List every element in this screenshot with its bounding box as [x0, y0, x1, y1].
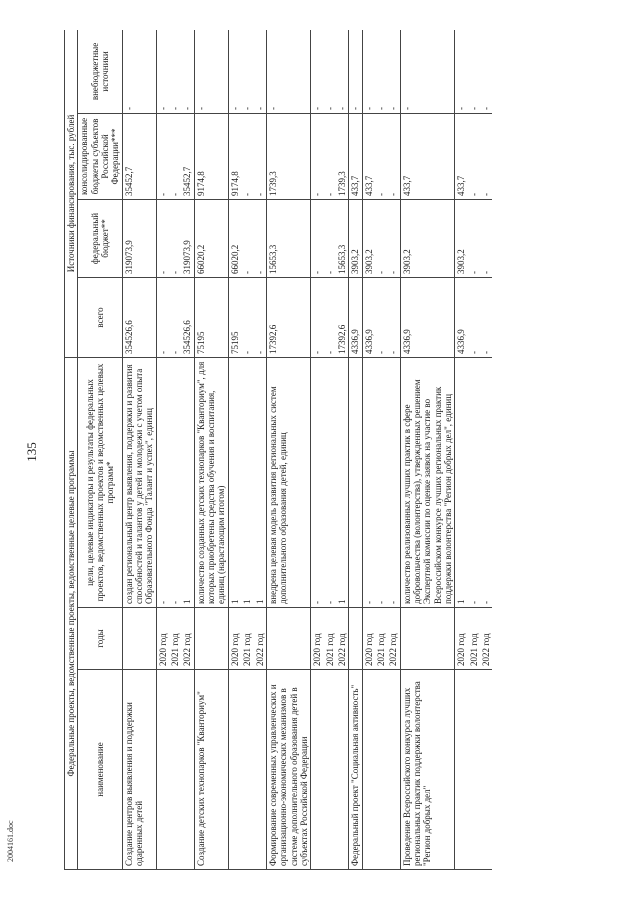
row-name-cell	[169, 670, 181, 870]
row-year-cell	[122, 608, 156, 670]
table-row	[241, 30, 253, 870]
row-offbudget-cell: -	[336, 30, 349, 113]
table-row	[169, 30, 181, 870]
row-federal-cell: 15653,3	[336, 199, 349, 277]
row-goal-cell: 1	[254, 357, 267, 607]
header-name: наименование	[78, 670, 122, 870]
table-row	[468, 30, 480, 870]
row-total-cell: 4336,9	[400, 277, 455, 357]
row-federal-cell: 15653,3	[266, 199, 310, 277]
row-year-cell: 2022 год	[336, 608, 349, 670]
table-row	[122, 30, 156, 870]
row-goal-cell	[349, 357, 362, 607]
row-goal-cell: -	[362, 357, 375, 607]
row-year-cell	[400, 608, 455, 670]
row-year-cell: 2020 год	[156, 608, 169, 670]
page-number: 135	[24, 442, 39, 462]
row-offbudget-cell: -	[254, 30, 267, 113]
row-regional-cell: 1739,3	[336, 113, 349, 199]
row-year-cell: 2022 год	[387, 608, 400, 670]
row-name-cell	[362, 670, 375, 870]
row-year-cell: 2020 год	[362, 608, 375, 670]
row-regional-cell: -	[375, 113, 387, 199]
table-row	[181, 30, 194, 870]
header-finance-group: Источники финансирования, тыс. рублей	[65, 30, 78, 357]
row-federal-cell: 3903,2	[455, 199, 468, 277]
row-regional-cell: -	[468, 113, 480, 199]
header-goals: цели, целевые индикаторы и результаты федеральных проектов, ведомственных проектов и ведомственных целевых программ*	[78, 357, 122, 607]
row-total-cell: -	[468, 277, 480, 357]
row-name-cell	[324, 670, 336, 870]
row-federal-cell: -	[241, 199, 253, 277]
table-row	[266, 30, 310, 870]
row-regional-cell: 35452,7	[181, 113, 194, 199]
row-federal-cell: 319073,9	[181, 199, 194, 277]
row-regional-cell: -	[387, 113, 400, 199]
row-name-cell: Федеральный проект "Социальная активность"	[349, 670, 362, 870]
row-goal-cell: -	[169, 357, 181, 607]
row-name-cell: Формирование современных управленческих и организационно-экономических механизмов в системе дополнительного образования детей в субъектах Российской Федерации	[266, 670, 310, 870]
row-year-cell: 2020 год	[228, 608, 241, 670]
row-name-cell	[181, 670, 194, 870]
row-total-cell: 354526,6	[122, 277, 156, 357]
row-goal-cell: -	[156, 357, 169, 607]
row-regional-cell: -	[311, 113, 324, 199]
row-name-cell	[387, 670, 400, 870]
row-total-cell: -	[375, 277, 387, 357]
row-goal-cell: количество созданных детских технопарков "Кванториум", для которых приобретены средства обучения и воспитания, единиц (нарастающим итогом)	[194, 357, 228, 607]
row-total-cell: 75195	[228, 277, 241, 357]
table-row	[455, 30, 468, 870]
header-offbudget: внебюджетные источники	[78, 30, 122, 113]
row-total-cell: -	[311, 277, 324, 357]
row-offbudget-cell: -	[455, 30, 468, 113]
row-offbudget-cell: -	[375, 30, 387, 113]
row-name-cell	[336, 670, 349, 870]
row-offbudget-cell: -	[228, 30, 241, 113]
table-row	[194, 30, 228, 870]
row-goal-cell: создан региональный центр выявления, поддержки и развития способностей и талантов у детей и молодежи с учетом опыта Образовательного Фонда "Талант и успех", единиц	[122, 357, 156, 607]
row-total-cell: -	[241, 277, 253, 357]
row-regional-cell: -	[241, 113, 253, 199]
header-years: годы	[78, 608, 122, 670]
row-year-cell: 2021 год	[324, 608, 336, 670]
row-year-cell	[266, 608, 310, 670]
row-name-cell	[228, 670, 241, 870]
row-offbudget-cell: -	[387, 30, 400, 113]
row-total-cell: -	[324, 277, 336, 357]
row-federal-cell: -	[480, 199, 492, 277]
row-year-cell: 2022 год	[181, 608, 194, 670]
row-total-cell: 4336,9	[349, 277, 362, 357]
row-goal-cell: 1	[241, 357, 253, 607]
row-name-cell: Создание центров выявления и поддержки одаренных детей	[122, 670, 156, 870]
header-regional: консолидированные бюджеты субъектов Российской Федерации***	[78, 113, 122, 199]
row-regional-cell: 9174,8	[228, 113, 241, 199]
row-year-cell: 2021 год	[169, 608, 181, 670]
row-regional-cell: -	[324, 113, 336, 199]
row-total-cell: -	[156, 277, 169, 357]
row-federal-cell: -	[468, 199, 480, 277]
row-offbudget-cell: -	[122, 30, 156, 113]
row-goal-cell: -	[387, 357, 400, 607]
row-offbudget-cell: -	[181, 30, 194, 113]
row-total-cell: 4336,9	[455, 277, 468, 357]
row-offbudget-cell: -	[169, 30, 181, 113]
row-regional-cell: 9174,8	[194, 113, 228, 199]
row-federal-cell: -	[156, 199, 169, 277]
row-goal-cell: -	[480, 357, 492, 607]
row-name-cell	[311, 670, 324, 870]
row-total-cell: 4336,9	[362, 277, 375, 357]
row-regional-cell: 433,7	[362, 113, 375, 199]
row-name-cell	[156, 670, 169, 870]
row-offbudget-cell: -	[324, 30, 336, 113]
row-year-cell: 2020 год	[311, 608, 324, 670]
row-total-cell: 17392,6	[266, 277, 310, 357]
row-federal-cell: -	[254, 199, 267, 277]
row-name-cell	[468, 670, 480, 870]
row-regional-cell: -	[169, 113, 181, 199]
table-row	[480, 30, 492, 870]
row-year-cell: 2022 год	[480, 608, 492, 670]
table-row	[324, 30, 336, 870]
table-row	[254, 30, 267, 870]
row-federal-cell: 66020,2	[228, 199, 241, 277]
row-offbudget-cell: -	[400, 30, 455, 113]
row-year-cell	[349, 608, 362, 670]
row-goal-cell: -	[311, 357, 324, 607]
table-row	[228, 30, 241, 870]
row-year-cell: 2020 год	[455, 608, 468, 670]
table-row	[400, 30, 455, 870]
row-name-cell	[480, 670, 492, 870]
row-federal-cell: 3903,2	[400, 199, 455, 277]
row-federal-cell: -	[375, 199, 387, 277]
row-offbudget-cell: -	[468, 30, 480, 113]
table-row	[156, 30, 169, 870]
row-year-cell: 2021 год	[468, 608, 480, 670]
row-offbudget-cell: -	[266, 30, 310, 113]
table-row	[375, 30, 387, 870]
row-total-cell: 354526,6	[181, 277, 194, 357]
table-row	[362, 30, 375, 870]
row-goal-cell: -	[468, 357, 480, 607]
row-year-cell: 2021 год	[241, 608, 253, 670]
row-goal-cell: 1	[336, 357, 349, 607]
row-name-cell	[375, 670, 387, 870]
row-offbudget-cell: -	[194, 30, 228, 113]
rotated-table-area	[64, 30, 628, 870]
row-goal-cell: количество реализованных лучших практик в сфере добровольчества (волонтерства), утвержденных решением Экспертной комиссии по оценке заявок на участие во Всероссийском конкурсе лучших региональных практик поддержки волонтерства "Регион добрых дел", единиц	[400, 357, 455, 607]
row-federal-cell: 66020,2	[194, 199, 228, 277]
row-federal-cell: -	[311, 199, 324, 277]
row-total-cell: -	[480, 277, 492, 357]
row-regional-cell: 433,7	[455, 113, 468, 199]
row-federal-cell: 3903,2	[349, 199, 362, 277]
row-regional-cell: 433,7	[349, 113, 362, 199]
file-name-footer: 2004161.doc	[6, 820, 15, 862]
row-name-cell: Проведение Всероссийского конкурса лучших региональных практик поддержки волонтерства "Регион добрых дел"	[400, 670, 455, 870]
row-name-cell	[455, 670, 468, 870]
row-offbudget-cell: -	[349, 30, 362, 113]
row-name-cell: Создание детских технопарков "Кванториум"	[194, 670, 228, 870]
header-total: всего	[78, 277, 122, 357]
row-offbudget-cell: -	[241, 30, 253, 113]
table-row	[336, 30, 349, 870]
row-total-cell: 75195	[194, 277, 228, 357]
table-row	[311, 30, 324, 870]
row-goal-cell: 1	[228, 357, 241, 607]
row-regional-cell: -	[254, 113, 267, 199]
row-regional-cell: 433,7	[400, 113, 455, 199]
row-goal-cell: -	[375, 357, 387, 607]
row-name-cell	[254, 670, 267, 870]
row-offbudget-cell: -	[156, 30, 169, 113]
row-offbudget-cell: -	[311, 30, 324, 113]
row-regional-cell: 35452,7	[122, 113, 156, 199]
row-goal-cell: 1	[181, 357, 194, 607]
row-goal-cell: 1	[455, 357, 468, 607]
row-federal-cell: -	[387, 199, 400, 277]
row-offbudget-cell: -	[362, 30, 375, 113]
row-federal-cell: 3903,2	[362, 199, 375, 277]
row-regional-cell: -	[156, 113, 169, 199]
row-name-cell	[241, 670, 253, 870]
programs-table	[64, 30, 492, 870]
row-total-cell: -	[169, 277, 181, 357]
row-year-cell: 2022 год	[254, 608, 267, 670]
row-federal-cell: -	[169, 199, 181, 277]
row-federal-cell: 319073,9	[122, 199, 156, 277]
row-year-cell	[194, 608, 228, 670]
row-offbudget-cell: -	[480, 30, 492, 113]
table-row	[387, 30, 400, 870]
row-total-cell: -	[254, 277, 267, 357]
row-total-cell: -	[387, 277, 400, 357]
row-total-cell: 17392,6	[336, 277, 349, 357]
row-goal-cell: внедрена целевая модель развития региональных систем дополнительного образования детей, единиц	[266, 357, 310, 607]
row-federal-cell: -	[324, 199, 336, 277]
row-goal-cell: -	[324, 357, 336, 607]
table-row	[349, 30, 362, 870]
header-federal: федеральный бюджет**	[78, 199, 122, 277]
header-group: Федеральные проекты, ведомственные проекты, ведомственные целевые программы	[65, 357, 78, 869]
row-regional-cell: 1739,3	[266, 113, 310, 199]
row-year-cell: 2021 год	[375, 608, 387, 670]
table-body	[122, 30, 492, 870]
row-regional-cell: -	[480, 113, 492, 199]
